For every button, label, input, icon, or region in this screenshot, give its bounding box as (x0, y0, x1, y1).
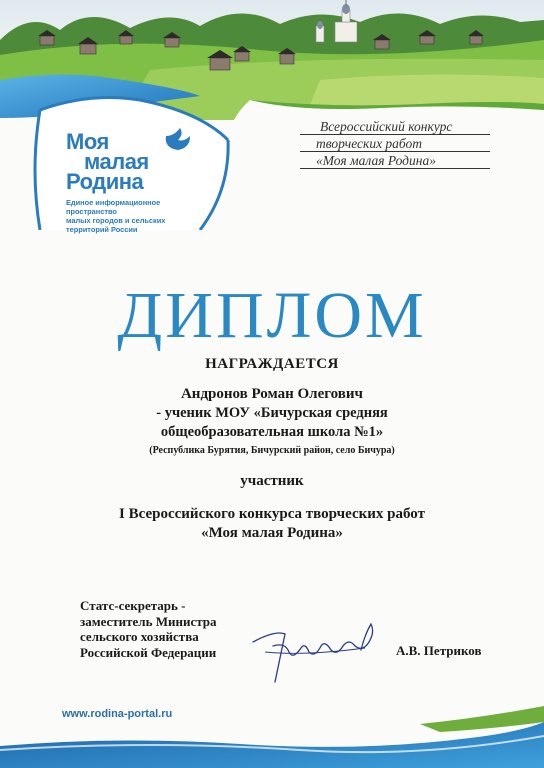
signatory-position: Статс-секретарь - заместитель Министра сельского хозяйства Российской Федерации (80, 598, 217, 660)
logo-word-3: Родина (66, 169, 144, 194)
diploma-title: ДИПЛОМ (117, 279, 427, 352)
logo-word-2: малая (84, 149, 149, 174)
recipient-role: участник (240, 473, 304, 489)
recipient-school-line: - ученик МОУ «Бичурская средняя (156, 405, 388, 421)
contest-name-line: I Всероссийского конкурса творческих работ (119, 506, 425, 522)
recipient-school-line: общеобразовательная школа №1» (160, 424, 384, 440)
awarded-label: НАГРАЖДАЕТСЯ (205, 356, 339, 372)
logo-subtitle: Единое информационное пространство малых городов и сельских территорий России (66, 198, 166, 234)
brand-logo (58, 129, 228, 234)
contest-name-line: «Моя малая Родина» (201, 525, 343, 541)
bottom-wave-decoration (0, 688, 544, 768)
contest-header (300, 118, 490, 169)
contest-header-line: творческих работ (300, 135, 490, 152)
handwritten-signature (245, 612, 385, 692)
signatory-name: А.В. Петриков (396, 643, 482, 658)
footer-url-link[interactable]: www.rodina-portal.ru (62, 708, 173, 720)
contest-header-line: Всероссийский конкурс (300, 118, 490, 135)
recipient-name: Андронов Роман Олегович (180, 386, 364, 402)
contest-header-line: «Моя малая Родина» (300, 152, 490, 169)
recipient-region: (Республика Бурятия, Бичурский район, село Бичура) (149, 445, 395, 456)
bird-icon (162, 126, 192, 152)
logo-word-1: Моя (66, 129, 109, 154)
